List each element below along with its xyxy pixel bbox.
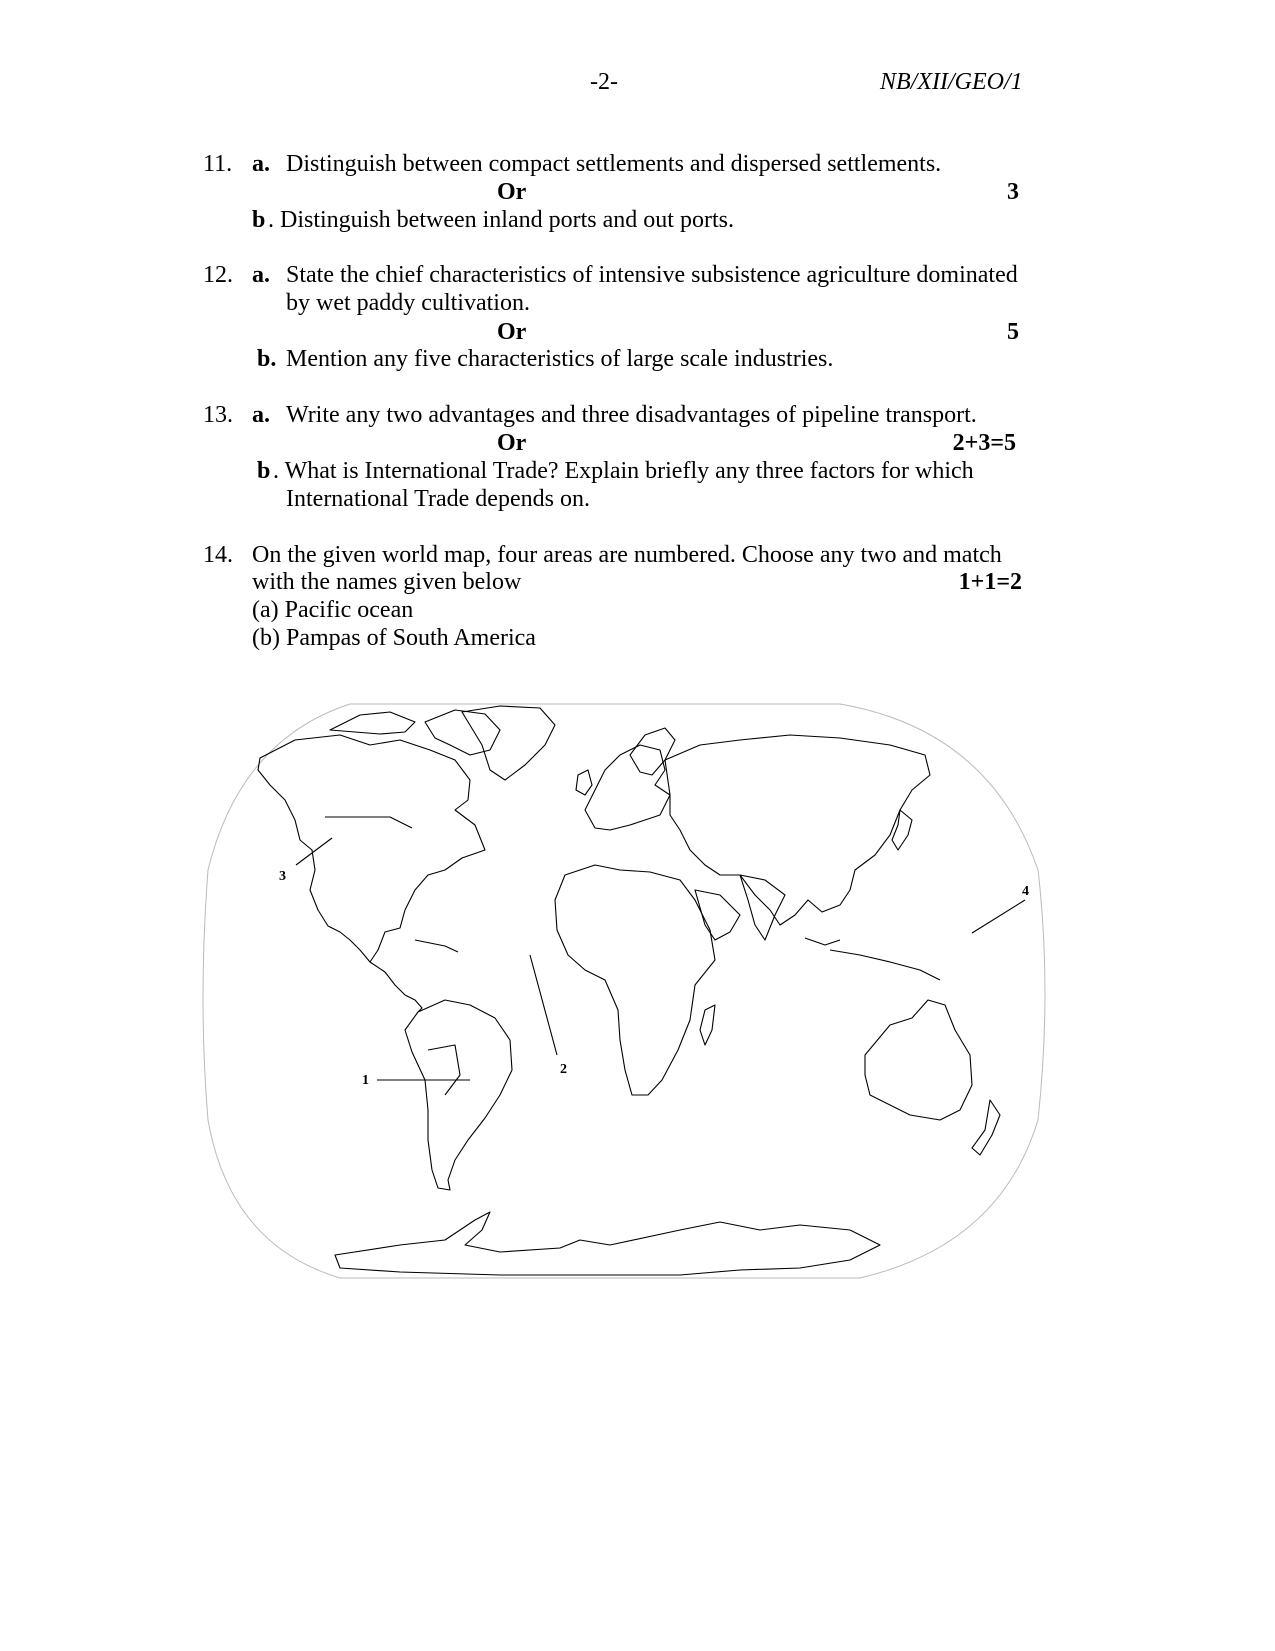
map-label-3: 3: [279, 869, 286, 884]
option-b-text: . What is International Trade? Explain briefly any three factors for which: [273, 458, 974, 484]
south-america: [405, 1000, 512, 1190]
southeast-asia-islands: [830, 950, 940, 980]
europe: [585, 745, 670, 830]
africa: [555, 865, 715, 1095]
option-a-text-continued: by wet paddy cultivation.: [286, 290, 530, 316]
option-a-text: Distinguish between compact settlements and dispersed settlements.: [286, 151, 942, 177]
option-pampas: (b) Pampas of South America: [252, 625, 536, 651]
map-label-4: 4: [1022, 884, 1029, 899]
question-text-continued: with the names given below: [252, 569, 522, 595]
question-number: 14.: [203, 542, 233, 568]
question-number: 12.: [203, 262, 233, 288]
option-a-text: State the chief characteristics of intensive subsistence agriculture dominated: [286, 262, 1018, 288]
option-a-label: a.: [252, 151, 270, 177]
world-map: [200, 700, 1050, 1285]
central-america: [370, 962, 422, 1012]
asia: [665, 735, 930, 925]
marks: 2+3=5: [952, 430, 1016, 456]
option-a-label: a.: [252, 402, 270, 428]
madagascar: [700, 1005, 715, 1045]
map-label-1: 1: [362, 1073, 369, 1088]
us-canada-border: [325, 817, 412, 828]
map-frame: [203, 704, 1045, 1278]
option-b-text-continued: International Trade depends on.: [286, 486, 590, 512]
marks: 3: [1007, 179, 1019, 205]
option-b-text: . Distinguish between inland ports and out ports.: [268, 207, 734, 233]
north-america: [258, 735, 485, 962]
greenland: [462, 706, 555, 780]
or-separator: Or: [497, 319, 527, 345]
australia: [865, 1000, 972, 1120]
question-number: 13.: [203, 402, 233, 428]
page-number: -2-: [590, 69, 618, 95]
arabia: [695, 890, 740, 940]
paper-code: NB/XII/GEO/1: [880, 69, 1023, 95]
option-b-label: b: [252, 207, 266, 233]
option-a-text: Write any two advantages and three disadvantages of pipeline transport.: [286, 402, 977, 428]
option-pacific-ocean: (a) Pacific ocean: [252, 597, 414, 623]
question-number: 11.: [203, 151, 233, 177]
option-b-label: b.: [257, 346, 277, 372]
question-text: On the given world map, four areas are numbered. Choose any two and match: [252, 542, 1002, 568]
or-separator: Or: [497, 430, 527, 456]
map-label-2: 2: [560, 1062, 567, 1077]
pointer-2: [530, 955, 557, 1055]
option-b-text: Mention any five characteristics of large scale industries.: [286, 346, 834, 372]
antarctica: [335, 1212, 880, 1275]
option-a-label: a.: [252, 262, 270, 288]
japan: [892, 810, 912, 850]
or-separator: Or: [497, 179, 527, 205]
new-zealand: [972, 1100, 1000, 1155]
arctic-islands: [330, 712, 415, 734]
marks: 5: [1007, 319, 1019, 345]
marks: 1+1=2: [958, 569, 1022, 595]
pointer-4: [972, 900, 1025, 933]
option-b-label: b: [257, 458, 271, 484]
great-britain: [576, 770, 592, 795]
scandinavia: [630, 728, 675, 775]
